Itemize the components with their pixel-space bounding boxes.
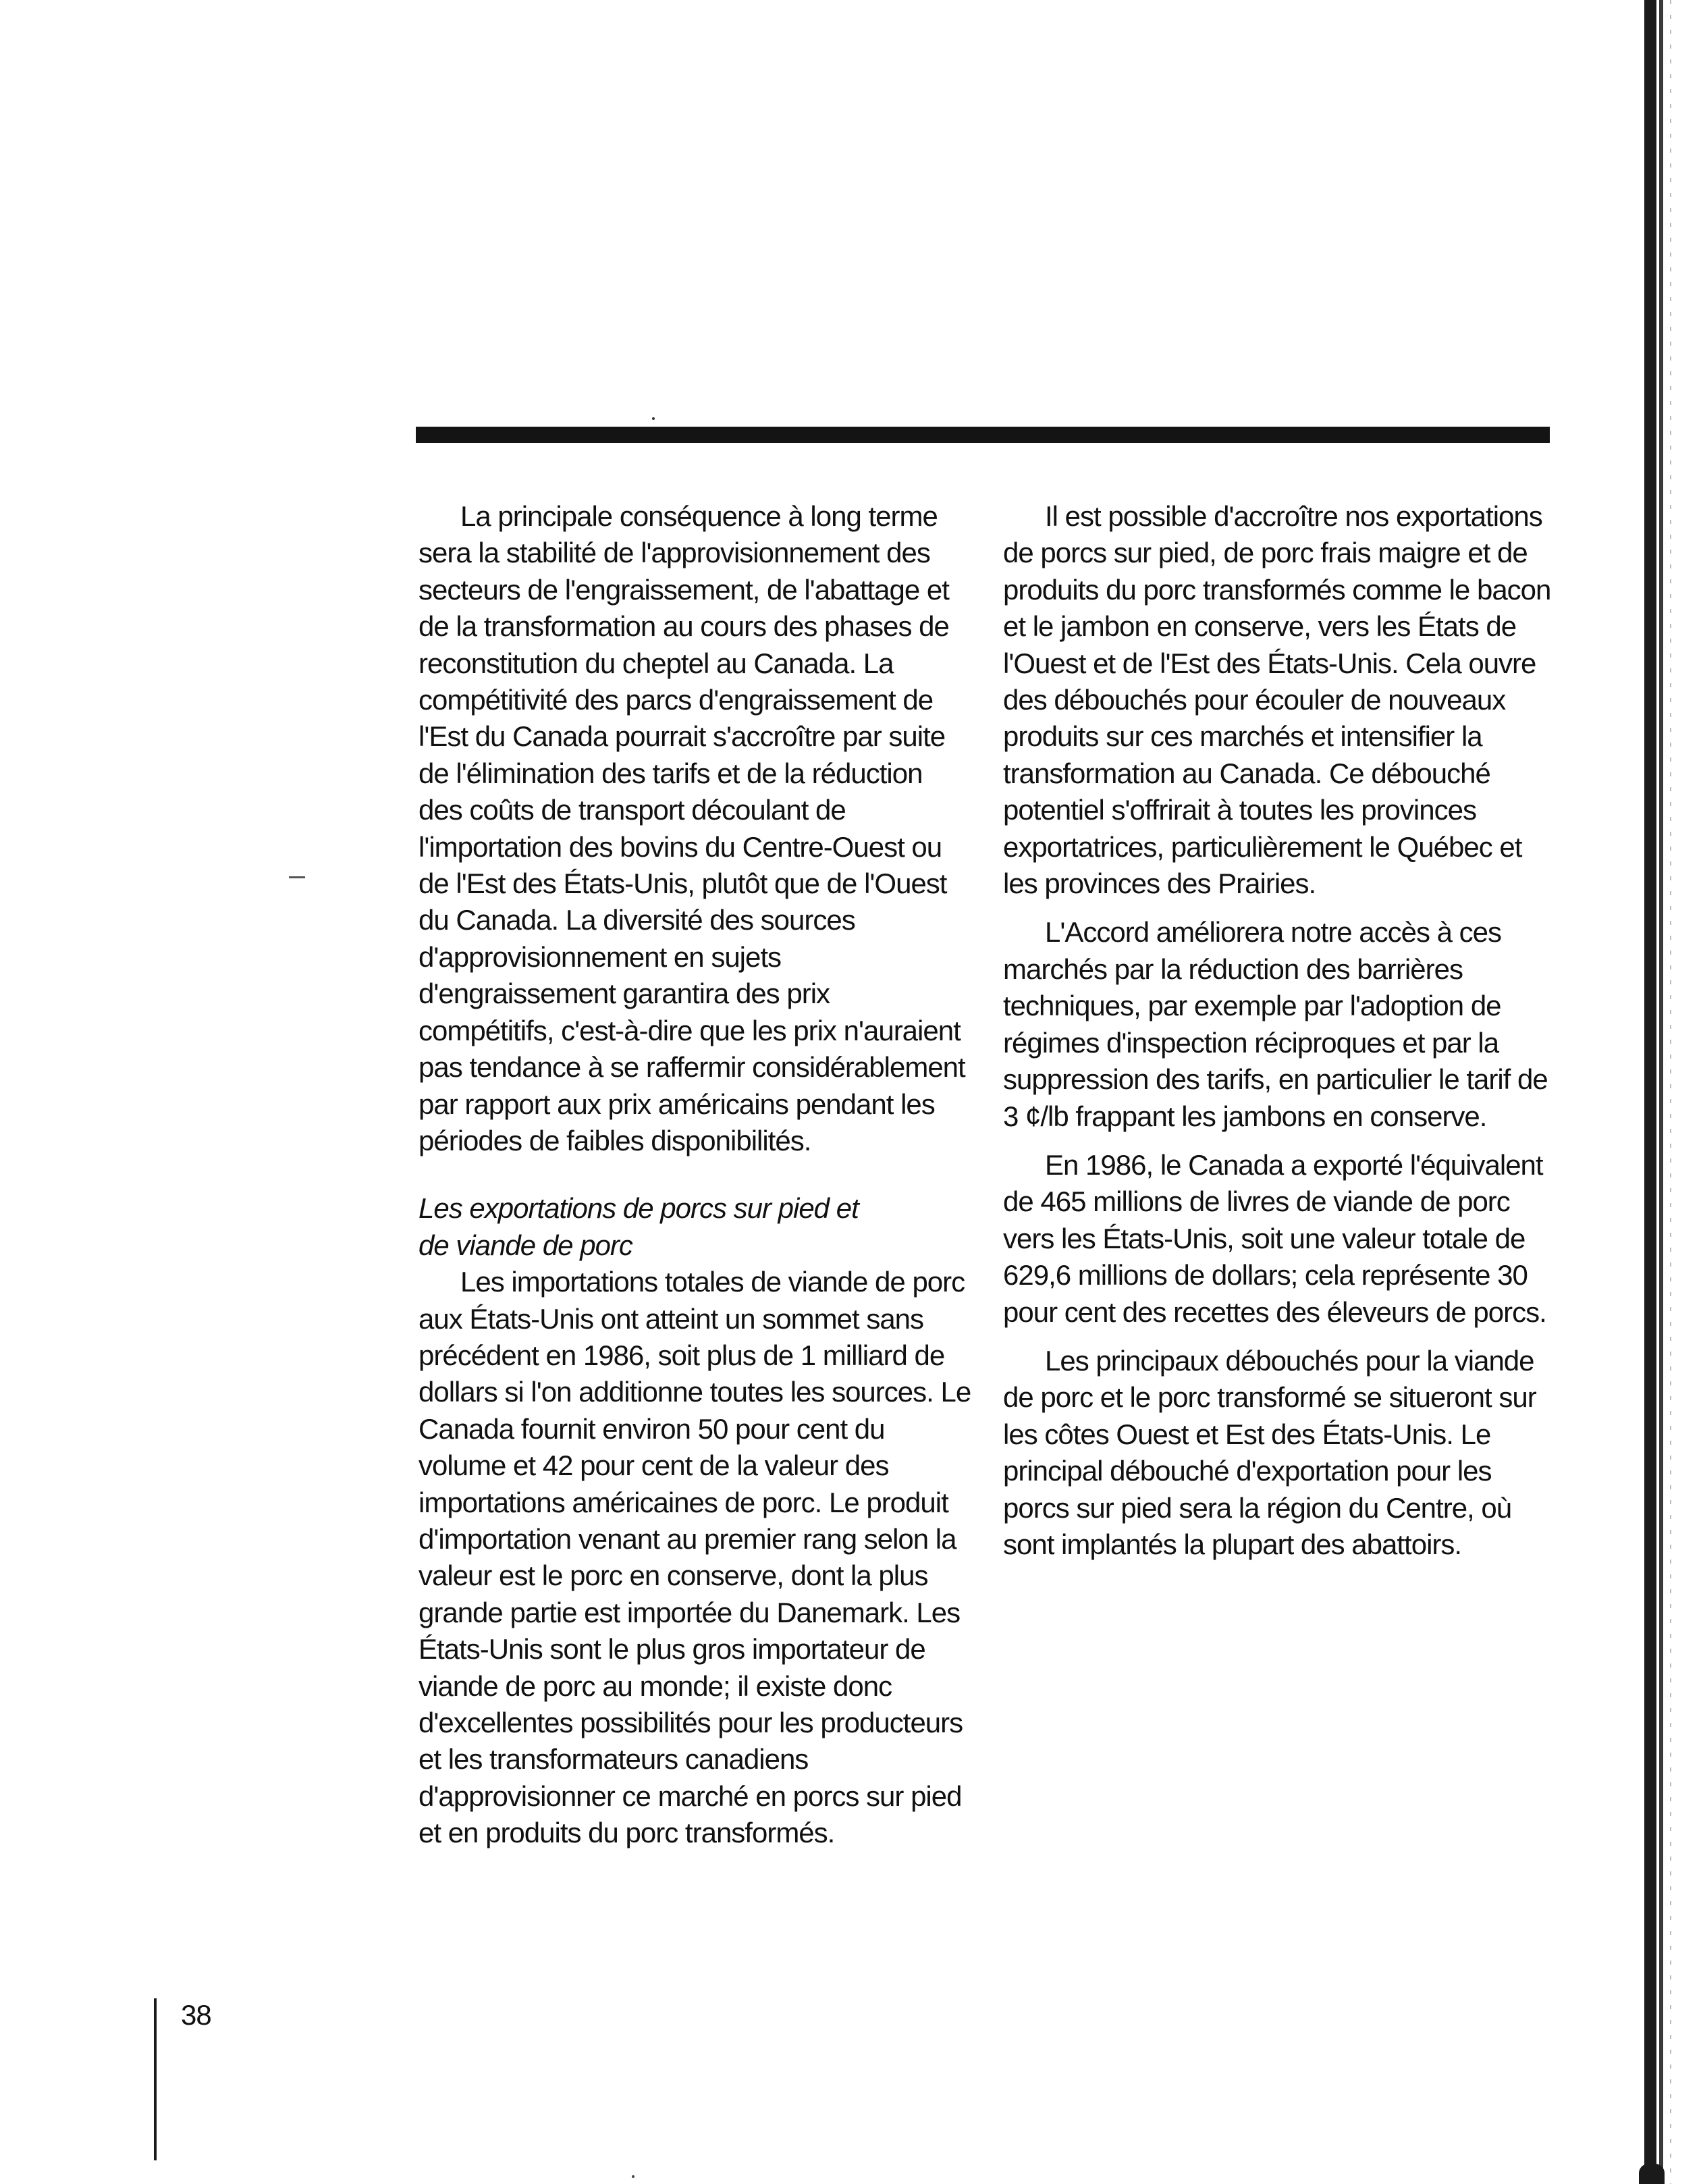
left-column xyxy=(418,498,972,1852)
left-paragraph-2: Les importations totales de viande de porc aux États-Unis ont atteint un sommet sans précédent en 1986, soit plus de 1 milliard de dollars si l'on additionne toutes les sources. Le Canada fournit environ 50 pour cent du volume et 42 pour cent de la valeur des importations américaines de porc. Le produit d'importation venant au premier rang selon la valeur est le porc en conserve, dont la plus grande partie est importée du Danemark. Les États-Unis sont le plus gros importateur de viande de porc au monde; il existe donc d'excellentes possibilités pour les producteurs et les transformateurs canadiens d'approvisionner ce marché en porcs sur pied et en produits du porc transformés. xyxy=(418,1266,971,1849)
binding-edge-inner xyxy=(1659,0,1663,2184)
page-number: 38 xyxy=(181,1999,211,2031)
binding-edge xyxy=(1644,0,1656,2184)
left-paragraph-1: La principale conséquence à long terme sera la stabilité de l'approvisionnement des secteurs de l'engraissement, de l'abattage et de la transformation au cours des phases de reconstitution du cheptel au Canada. La compétitivité des parcs d'engraissement de l'Est du Canada pourrait s'accroître par suite de l'élimination des tarifs et de la réduction des coûts de transport découlant de l'importation des bovins du Centre-Ouest ou de l'Est des États-Unis, plutôt que de l'Ouest du Canada. La diversité des sources d'approvisionnement en sujets d'engraissement garantira des prix compétitifs, c'est-à-dire que les prix n'auraient pas tendance à se raffermir considérablement par rapport aux prix américains pendant les périodes de faibles disponibilités. xyxy=(418,500,965,1156)
rule-speck xyxy=(652,417,655,420)
section-heading-line-2: de viande de porc xyxy=(418,1229,632,1261)
binding-edge-texture xyxy=(1670,0,1671,2184)
header-rule xyxy=(416,427,1550,443)
page-margin-line xyxy=(154,1998,157,2160)
bottom-speck xyxy=(632,2175,634,2178)
right-paragraph-4: Les principaux débouchés pour la viande de porc et le porc transformé se situeront sur les côtes Ouest et Est des États-Unis. Le principal débouché d'exportation pour les porcs sur pied sera la région du Centre, où sont implantés la plupart des abattoirs. xyxy=(1003,1344,1536,1560)
right-column xyxy=(1003,498,1557,1563)
section-heading xyxy=(418,1190,972,1264)
right-paragraph-1: Il est possible d'accroître nos exportations de porcs sur pied, de porc frais maigre et de produits du porc transformés comme le bacon et le jambon en conserve, vers les États de l'Ouest et de l'Est des États-Unis. Cela ouvre des débouchés pour écouler de nouveaux produits sur ces marchés et intensifier la transformation au Canada. Ce débouché potentiel s'offrirait à toutes les provinces exportatrices, particulièrement le Québec et les provinces des Prairies. xyxy=(1003,500,1551,900)
binding-edge-foot xyxy=(1639,2164,1665,2184)
right-paragraph-3: En 1986, le Canada a exporté l'équivalent de 465 millions de livres de viande de porc vers les États-Unis, soit une valeur totale de 629,6 millions de dollars; cela représente 30 pour cent des recettes des éleveurs de porcs. xyxy=(1003,1148,1546,1328)
right-paragraph-2: L'Accord améliorera notre accès à ces marchés par la réduction des barrières techniques, par exemple par l'adoption de régimes d'inspection réciproques et par la suppression des tarifs, en particulier le tarif de 3 ¢/lb frappant les jambons en conserve. xyxy=(1003,916,1548,1132)
section-heading-line-1: Les exportations de porcs sur pied et xyxy=(418,1192,859,1225)
margin-speck xyxy=(289,876,305,878)
